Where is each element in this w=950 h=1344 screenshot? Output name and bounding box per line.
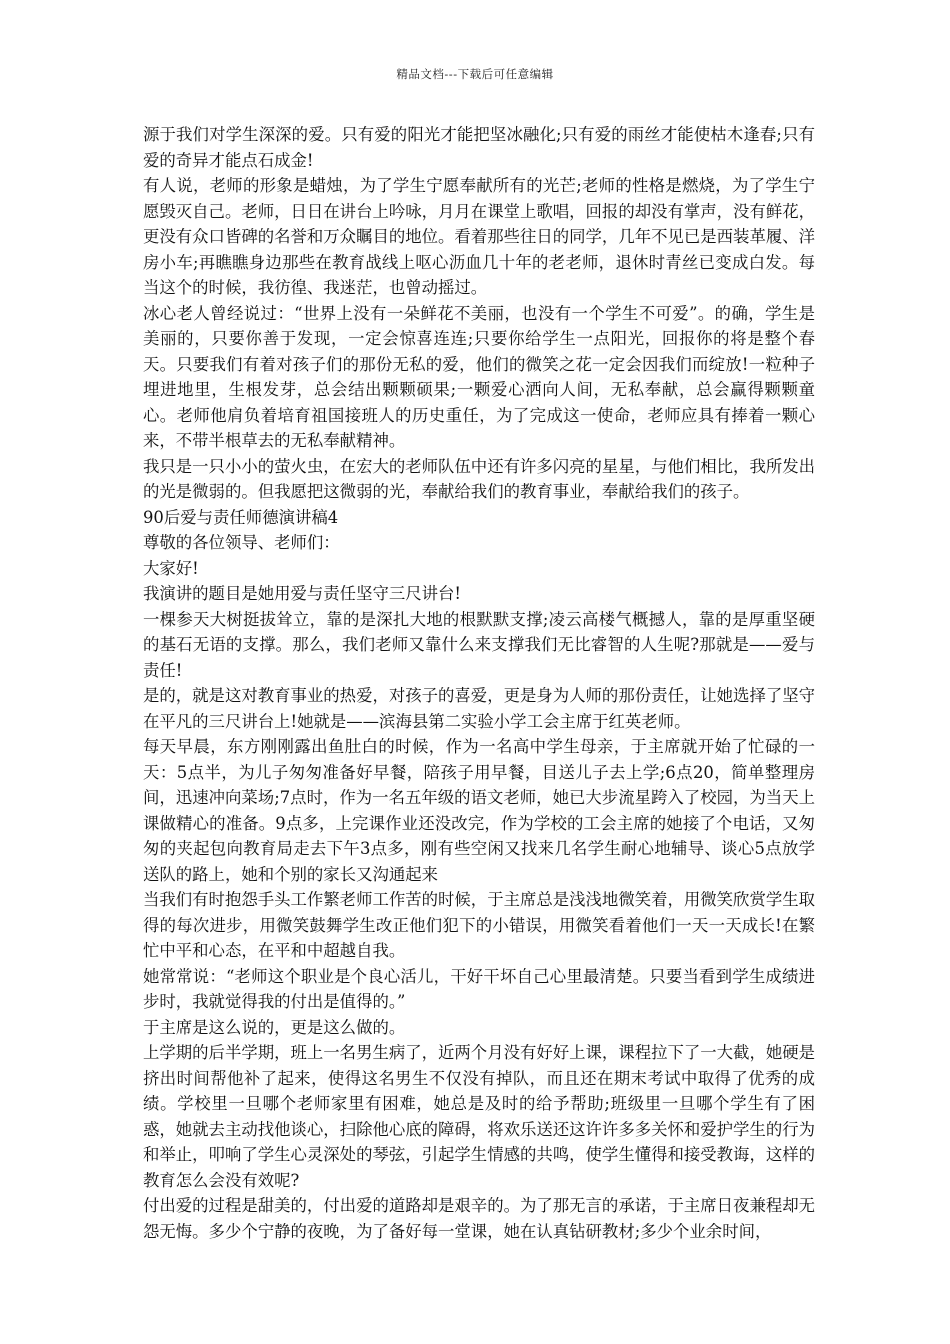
paragraph: 是的，就是这对教育事业的热爱，对孩子的喜爱，更是身为人师的那份责任，让她选择了坚守在平凡的三尺讲台上!她就是——滨海县第二实验小学工会主席于红英老师。 <box>143 686 816 731</box>
section-title: 90后爱与责任师德演讲稿4 <box>143 507 339 527</box>
greeting: 大家好! <box>143 558 199 578</box>
paragraph: 她常常说：“老师这个职业是个良心活儿，干好干坏自己心里最清楚。只要当看到学生成绩进步时，我就觉得我的付出是值得的。” <box>143 966 815 1011</box>
paragraph: 付出爱的过程是甜美的，付出爱的道路却是艰辛的。为了那无言的承诺，于主席日夜兼程却无怨无悔。多少个宁静的夜晚，为了备好每一堂课，她在认真钻研教材;多少个业余时间， <box>143 1196 816 1241</box>
speech-topic: 我演讲的题目是她用爱与责任坚守三尺讲台! <box>143 584 462 603</box>
paragraph: 上学期的后半学期，班上一名男生病了，近两个月没有好好上课，课程拉下了一大截，她硬是挤出时间帮他补了起来，使得这名男生不仅没有掉队，而且还在期末考试中取得了优秀的成绩。学校里一旦哪个老师家里有困难，她总是及时的给予帮助;班级里一旦哪个学生有了困惑，她就去主动找他谈心，扫除他心底的障碍，将欢乐送还这许许多多关怀和爱护学生的行为和举止，叩响了学生心灵深处的琴弦，引起学生情感的共鸣，使学生懂得和接受教诲，这样的教育怎么会没有效呢? <box>143 1043 816 1190</box>
paragraph: 冰心老人曾经说过：“世界上没有一朵鲜花不美丽，也没有一个学生不可爱”。的确，学生是美丽的，只要你善于发现，一定会惊喜连连;只要你给学生一点阳光，回报你的将是整个春天。只要我们有着对孩子们的那份无私的爱，他们的微笑之花一定会因我们而绽放!一粒种子埋进地里，生根发芽，总会结出颗颗硕果;一颗爱心洒向人间，无私奉献，总会赢得颗颗童心。老师他肩负着培育祖国接班人的历史重任，为了完成这一使命，老师应具有捧着一颗心来，不带半根草去的无私奉献精神。 <box>143 303 815 450</box>
paragraph: 我只是一只小小的萤火虫，在宏大的老师队伍中还有许多闪亮的星星，与他们相比，我所发出的光是微弱的。但我愿把这微弱的光，奉献给我们的教育事业，奉献给我们的孩子。 <box>143 456 816 501</box>
paragraph: 一棵参天大树挺拔耸立，靠的是深扎大地的根默默支撑;凌云高楼气概撼人，靠的是厚重坚硬的基石无语的支撑。那么，我们老师又靠什么来支撑我们无比睿智的人生呢?那就是——爱与责任! <box>143 609 815 680</box>
page-header: 精品文档---下载后可任意编辑 <box>396 67 554 81</box>
paragraph: 于主席是这么说的，更是这么做的。 <box>143 1017 406 1037</box>
paragraph: 当我们有时抱怨手头工作繁老师工作苦的时候，于主席总是浅浅地微笑着，用微笑欣赏学生取得的每次进步，用微笑鼓舞学生改正他们犯下的小错误，用微笑看着他们一天一天成长!在繁忙中平和心态，在平和中超越自我。 <box>143 890 816 960</box>
paragraph: 有人说，老师的形象是蜡烛，为了学生宁愿奉献所有的光芒;老师的性格是燃烧，为了学生宁愿毁灭自己。老师，日日在讲台上吟咏，月月在课堂上歌唱，回报的却没有掌声，没有鲜花，更没有众口皆碑的名誉和万众瞩目的地位。看着那些往日的同学，几年不见已是西装革履、洋房小车;再瞧瞧身边那些在教育战线上呕心沥血几十年的老老师，退休时青丝已变成白发。每当这个的时候，我彷徨、我迷茫，也曾动摇过。 <box>143 176 816 297</box>
document-body <box>143 122 815 1244</box>
salutation: 尊敬的各位领导、老师们： <box>143 533 340 552</box>
paragraph: 源于我们对学生深深的爱。只有爱的阳光才能把坚冰融化;只有爱的雨丝才能使枯木逢春;只有爱的奇异才能点石成金! <box>143 125 815 170</box>
paragraph: 每天早晨，东方刚刚露出鱼肚白的时候，作为一名高中学生母亲，于主席就开始了忙碌的一天：5点半，为儿子匆匆准备好早餐，陪孩子用早餐，目送儿子去上学;6点20，简单整理房间，迅速冲向菜场;7点时，作为一名五年级的语文老师，她已大步流星跨入了校园，为当天上课做精心的准备。9点多，上完课作业还没改完，作为学校的工会主席的她接了个电话，又匆匆的夹起包向教育局走去下午3点多，刚有些空闲又找来几名学生耐心地辅导、谈心5点放学送队的路上，她和个别的家长又沟通起来 <box>143 737 815 884</box>
